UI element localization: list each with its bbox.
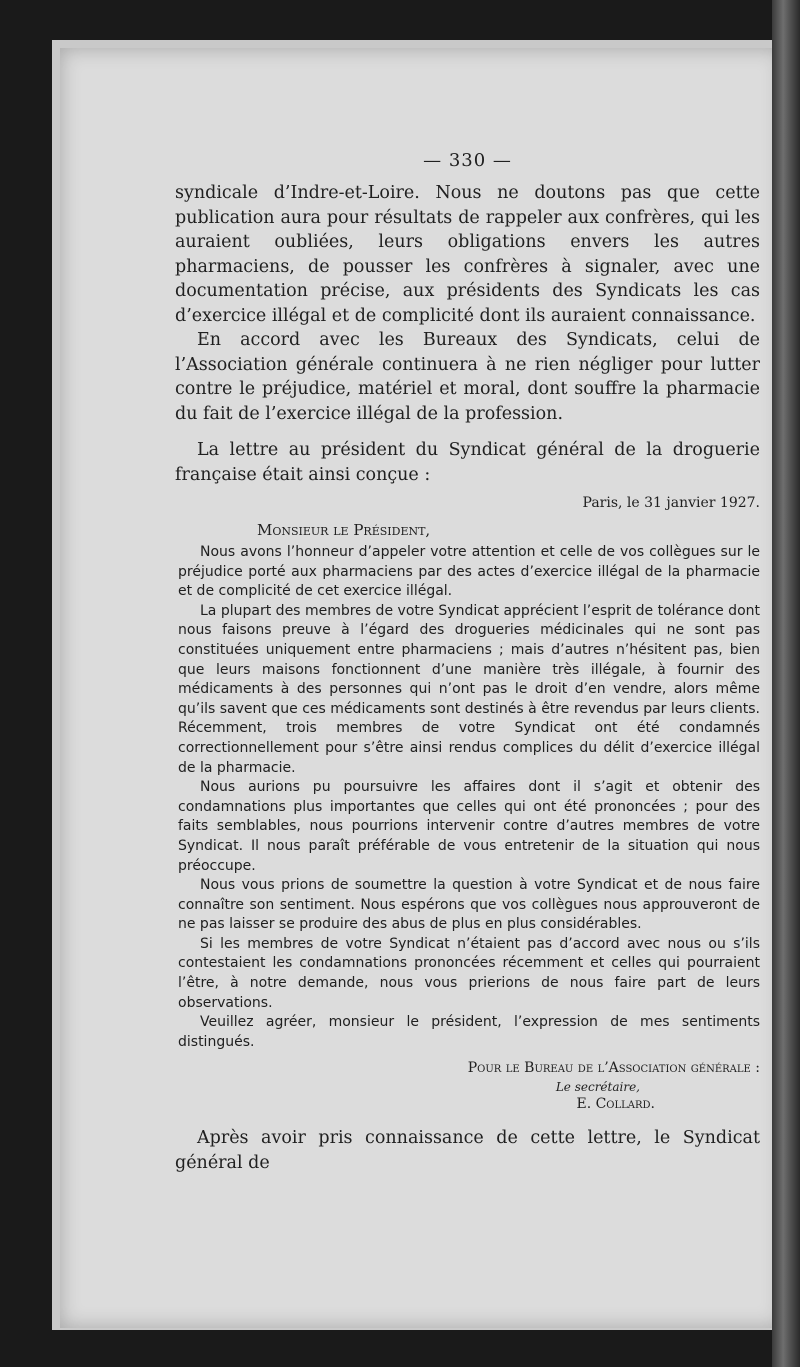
closing-text (175, 1126, 760, 1175)
page-content (175, 150, 760, 1175)
letter-paragraph: Veuillez agréer, monsieur le président, l’expression de mes sentiments distingués. (178, 1014, 760, 1050)
paragraph: La lettre au président du Syndicat général de la droguerie française était ainsi conçue : (175, 440, 760, 485)
letter-signatory: E. Collard. (576, 1096, 655, 1113)
letter-body (178, 543, 760, 1052)
paragraph: En accord avec les Bureaux des Syndicats, celui de l’Association générale continuera à ne rien négliger pour lutter contre le préjudice, matériel et moral, dont souffre la pharmacie du fait de l’exercice illégal de la profession. (175, 330, 760, 424)
letter-secretary: Le secrétaire, (555, 1080, 640, 1095)
letter-date: Paris, le 31 janvier 1927. (582, 495, 760, 511)
paragraph: Après avoir pris connaissance de cette lettre, le Syndicat général de (175, 1128, 760, 1173)
letter-salutation: Monsieur le Président, (257, 521, 431, 539)
letter-paragraph: Nous vous prions de soumettre la question à votre Syndicat et de nous faire connaître son sentiment. Nous espérons que vos collègues nous approuveront de ne pas laisser se produire des abus de plus en plus considérables. (178, 877, 760, 933)
paragraph: syndicale d’Indre-et-Loire. Nous ne doutons pas que cette publication aura pour résultats de rappeler aux confrères, qui les auraient oubliées, leurs obligations envers les autres pharmaciens, de pousser les confrères à signaler, avec une documentation précise, aux présidents des Syndicats les cas d’exercice illégal et de complicité dont ils auraient connaissance. (175, 183, 760, 326)
book-edge (772, 0, 800, 1367)
body-text (175, 181, 760, 487)
letter-paragraph: La plupart des membres de votre Syndicat apprécient l’esprit de tolérance dont nous faisons preuve à l’égard des drogueries médicinales qui ne sont pas constituées uniquement entre pharmaciens ; mais d’autres n’hésitent pas, bien que leurs maisons fonctionnent d’une manière très illégale, à fournir des médicaments à des personnes qui n’ont pas le droit d’en vendre, alors même qu’ils savent que ces médicaments sont destinés à être revendus par leurs clients. Récemment, trois membres de votre Syndicat ont été condamnés correctionnellement pour s’être ainsi rendus complices du délit d’exercice illégal de la pharmacie. (178, 602, 760, 776)
page-number: — 330 — (423, 150, 512, 171)
letter-paragraph: Nous aurions pu poursuivre les affaires dont il s’agit et obtenir des condamnations plus importantes que celles qui ont été prononcées ; pour des faits semblables, nous pourrions intervenir contre d’autres membres de votre Syndicat. Il nous paraît préférable de vous entretenir de la situation qui nous préoccupe. (178, 779, 760, 874)
letter-signature-line: Pour le Bureau de l’Association générale : (467, 1060, 760, 1077)
letter-paragraph: Si les membres de votre Syndicat n’étaient pas d’accord avec nous ou s’ils contestaient les condamnations prononcées récemment et celles qui pourraient l’être, à notre demande, nous vous prierions de nous faire part de leurs observations. (178, 935, 760, 1011)
letter-paragraph: Nous avons l’honneur d’appeler votre attention et celle de vos collègues sur le préjudice porté aux pharmaciens par des actes d’exercice illégal de la pharmacie et de complicité de cet exercice illégal. (178, 544, 760, 600)
